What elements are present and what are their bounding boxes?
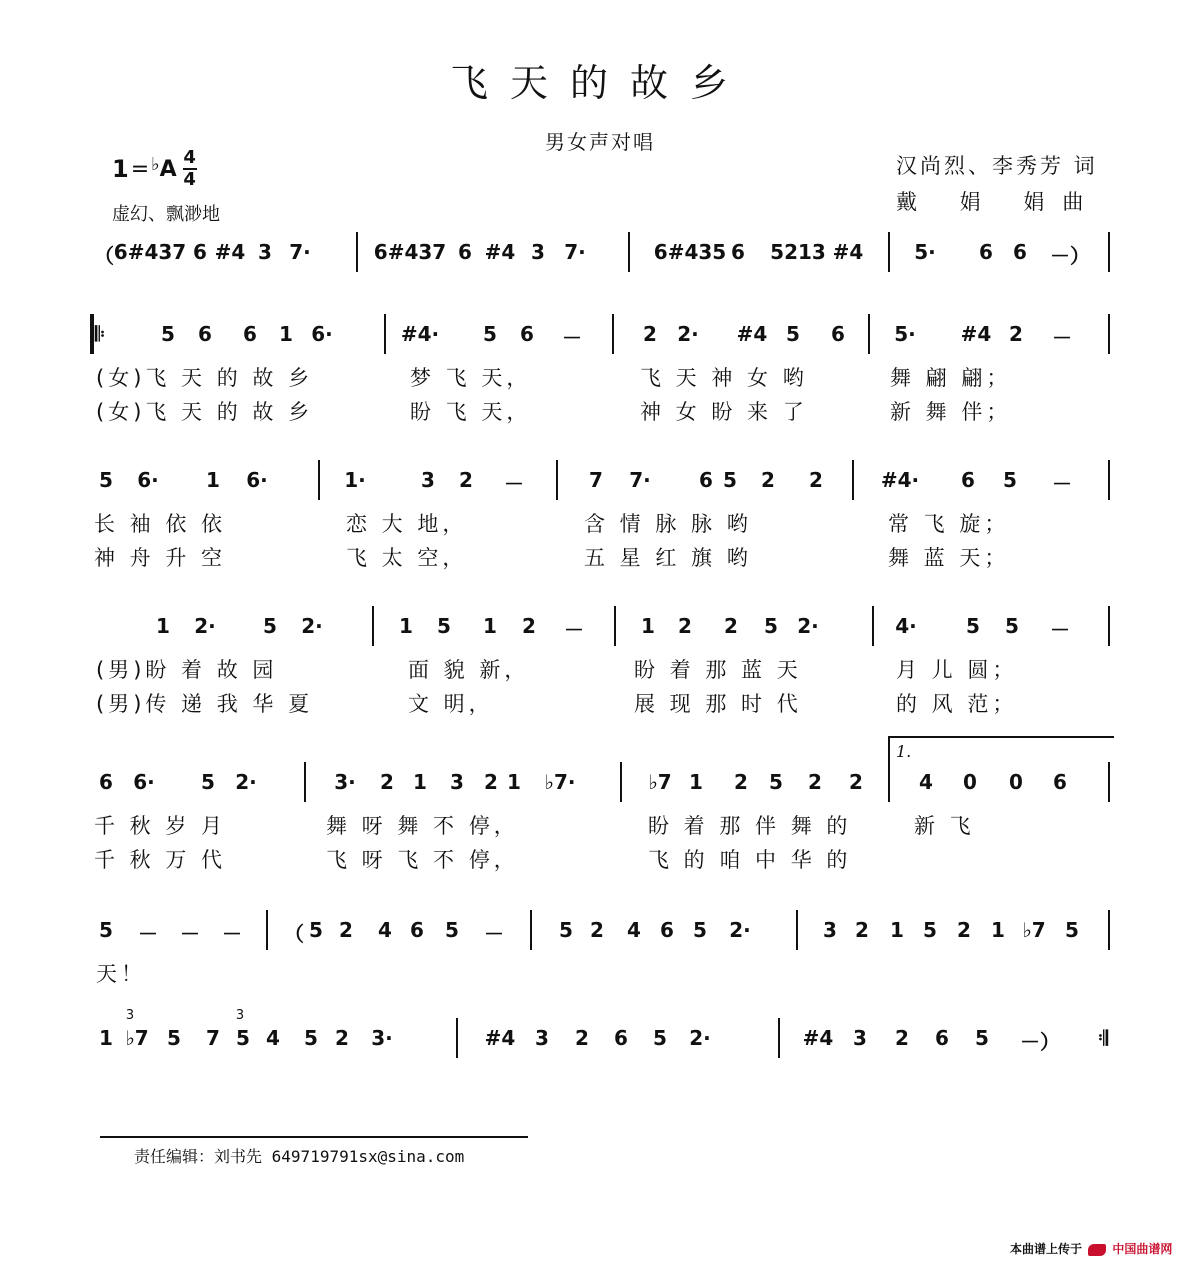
key-tonic-one: 1	[112, 155, 129, 183]
note: 𝄇	[1098, 1026, 1108, 1050]
note: 6	[699, 468, 713, 492]
note: 6·	[311, 322, 333, 346]
note-row	[0, 770, 1200, 800]
song-title: 飞天的故乡	[449, 61, 750, 105]
lyric-row	[0, 654, 1200, 684]
upload-text: 本曲谱上传于	[1010, 1242, 1083, 1256]
note: 3	[535, 1026, 549, 1050]
note: －	[564, 618, 584, 642]
note-row	[0, 918, 1200, 948]
note: 0	[1009, 770, 1023, 794]
footer-divider	[100, 1136, 528, 1138]
note: －	[222, 922, 242, 946]
note: 1	[206, 468, 220, 492]
note: 2	[380, 770, 394, 794]
note: 5	[167, 1026, 181, 1050]
note: 3·	[371, 1026, 393, 1050]
lyric-phrase: (女)飞 天 的 故 乡	[96, 400, 314, 424]
lyric-row	[0, 396, 1200, 426]
lyric-phrase: (男)盼 着 故 园	[96, 658, 278, 682]
note: －	[1052, 472, 1072, 496]
lyric-phrase: 面 貌 新，	[408, 658, 530, 682]
note: 4	[627, 918, 641, 942]
note: 5·	[914, 240, 936, 264]
note: #4	[484, 240, 516, 264]
note: 3	[853, 1026, 867, 1050]
note: 6	[614, 1026, 628, 1050]
note: 1	[689, 770, 703, 794]
editor-label: 责任编辑：刘书先	[134, 1147, 263, 1166]
note: 2·	[729, 918, 751, 942]
lyric-phrase: (女)飞 天 的 故 乡	[96, 366, 314, 390]
note: 7·	[564, 240, 586, 264]
lyric-phrase: 的 风 范；	[896, 692, 1018, 716]
note: 2	[575, 1026, 589, 1050]
lyric-phrase: 飞 呀 飞 不 停，	[326, 848, 519, 872]
note: 5	[309, 918, 323, 942]
lyric-phrase: 月 儿 圆；	[896, 658, 1018, 682]
note: －	[1050, 618, 1070, 642]
note: 7·	[629, 468, 651, 492]
note: 6	[731, 240, 745, 264]
note: 5	[201, 770, 215, 794]
note: 2	[761, 468, 775, 492]
note: 7	[206, 1026, 220, 1050]
note: 3	[531, 240, 545, 264]
note: 1	[156, 614, 170, 638]
note: 2	[808, 770, 822, 794]
note: 6	[243, 322, 257, 346]
tempo-marking: 虚幻、飘渺地	[112, 204, 220, 225]
note: 5	[723, 468, 737, 492]
note: 5	[236, 1026, 250, 1050]
note: 2	[484, 770, 498, 794]
site-logo-icon	[1088, 1244, 1106, 1256]
note: 1	[991, 918, 1005, 942]
note: －	[504, 472, 524, 496]
lyric-phrase: 飞 天 神 女 哟	[640, 366, 808, 390]
triplet-mark: 3	[235, 1008, 245, 1023]
note: 2	[678, 614, 692, 638]
lyric-phrase: 梦 飞 天，	[410, 366, 532, 390]
note: 1	[483, 614, 497, 638]
note-row	[0, 468, 1200, 498]
note: 6	[660, 918, 674, 942]
note: 1	[413, 770, 427, 794]
note: 6	[458, 240, 472, 264]
note: ♭7·	[544, 770, 576, 794]
note: 6	[520, 322, 534, 346]
lyric-phrase: 盼 着 那 蓝 天	[634, 658, 802, 682]
note: 1	[890, 918, 904, 942]
note: 5	[559, 918, 573, 942]
note: 6	[198, 322, 212, 346]
note: #4	[214, 240, 246, 264]
editor-email: 649719791sx@sina.com	[271, 1147, 465, 1166]
note: ♭7	[648, 770, 672, 794]
note: －	[138, 922, 158, 946]
song-subtitle: 男女声对唱	[545, 130, 655, 154]
note: 4·	[895, 614, 917, 638]
note-row	[0, 240, 1200, 270]
note: 0	[963, 770, 977, 794]
note: 5	[1005, 614, 1019, 638]
note: 2	[643, 322, 657, 346]
note: 5	[445, 918, 459, 942]
note: －	[180, 922, 200, 946]
lyric-phrase: 恋 大 地，	[346, 512, 468, 536]
note: 6	[961, 468, 975, 492]
note: 6	[193, 240, 207, 264]
note: 5	[769, 770, 783, 794]
note: （	[94, 244, 114, 268]
note: 2·	[689, 1026, 711, 1050]
note: 1	[507, 770, 521, 794]
note: －	[1052, 326, 1072, 350]
note: 2	[895, 1026, 909, 1050]
flat-icon: ♭	[151, 153, 160, 175]
lyric-phrase: (男)传 递 我 华 夏	[96, 692, 314, 716]
note: 6·	[137, 468, 159, 492]
note: 5	[263, 614, 277, 638]
lyric-phrase: 千 秋 岁 月	[94, 814, 227, 838]
lyric-phrase: 盼 着 那 伴 舞 的	[648, 814, 852, 838]
note: 5	[975, 1026, 989, 1050]
note: 5	[99, 468, 113, 492]
note: 2	[459, 468, 473, 492]
note: 2	[522, 614, 536, 638]
note: 𝄆	[95, 322, 105, 346]
note: #4	[484, 1026, 516, 1050]
lyric-phrase: 展 现 那 时 代	[634, 692, 802, 716]
lyric-phrase: 盼 飞 天，	[410, 400, 532, 424]
note: 2	[809, 468, 823, 492]
note-row	[0, 322, 1200, 352]
note: 5	[1003, 468, 1017, 492]
note: 2	[849, 770, 863, 794]
note: 5213	[770, 240, 826, 264]
note: 6	[831, 322, 845, 346]
note: －	[562, 326, 582, 350]
note: 2	[734, 770, 748, 794]
lyric-row	[0, 688, 1200, 718]
volta-bracket	[888, 736, 1114, 766]
key-note: A	[159, 156, 177, 182]
note: #4	[960, 322, 992, 346]
note: －	[484, 922, 504, 946]
note: 2·	[194, 614, 216, 638]
note-row	[0, 1026, 1200, 1056]
lyric-phrase: 天！	[96, 962, 146, 986]
volta-label: 1.	[896, 742, 912, 761]
time-bottom: 4	[183, 169, 196, 190]
time-top: 4	[183, 147, 196, 168]
note: 5	[161, 322, 175, 346]
note: 1	[99, 1026, 113, 1050]
note: 5·	[894, 322, 916, 346]
lyric-phrase: 舞 呀 舞 不 停，	[326, 814, 519, 838]
lyric-row	[0, 844, 1200, 874]
lyric-phrase: 五 星 红 旗 哟	[584, 546, 752, 570]
note: 1·	[344, 468, 366, 492]
note: #4	[736, 322, 768, 346]
lyric-phrase: 长 袖 依 依	[94, 512, 227, 536]
note: 7·	[289, 240, 311, 264]
note: ♭7	[1022, 918, 1046, 942]
note: 2·	[235, 770, 257, 794]
lyric-phrase: 飞 太 空，	[346, 546, 468, 570]
note: 7	[589, 468, 603, 492]
note: #4·	[880, 468, 920, 492]
note: 1	[641, 614, 655, 638]
lyric-phrase: 千 秋 万 代	[94, 848, 227, 872]
note: 6#437	[113, 240, 187, 264]
note: #4·	[400, 322, 440, 346]
lyric-phrase: 常 飞 旋；	[888, 512, 1010, 536]
lyric-phrase: 含 情 脉 脉 哟	[584, 512, 752, 536]
note: 5	[966, 614, 980, 638]
note: ♭7	[125, 1026, 149, 1050]
note: －）	[1050, 244, 1090, 268]
note: 6#435	[653, 240, 727, 264]
note: 2	[957, 918, 971, 942]
note: #4	[832, 240, 864, 264]
lyric-phrase: 舞 翩 翩；	[890, 366, 1012, 390]
note: 5	[437, 614, 451, 638]
note: 6#437	[373, 240, 447, 264]
note: 6·	[133, 770, 155, 794]
note: 5	[483, 322, 497, 346]
note: 6	[1053, 770, 1067, 794]
note: 4	[266, 1026, 280, 1050]
note: （	[284, 922, 304, 946]
lyricist-credit: 汉尚烈、李秀芳 词	[896, 154, 1098, 178]
lyric-phrase: 舞 蓝 天；	[888, 546, 1010, 570]
lyric-phrase: 飞 的 咱 中 华 的	[648, 848, 852, 872]
note: #4	[802, 1026, 834, 1050]
upload-brand: 中国曲谱网	[1112, 1242, 1173, 1256]
note: 5	[764, 614, 778, 638]
lyric-phrase: 文 明，	[408, 692, 494, 716]
note: 2·	[677, 322, 699, 346]
note: 1	[279, 322, 293, 346]
note: 6	[410, 918, 424, 942]
key-signature	[112, 146, 197, 192]
note: 6	[979, 240, 993, 264]
note: 5	[923, 918, 937, 942]
note: 5	[304, 1026, 318, 1050]
note: 6	[1013, 240, 1027, 264]
note: 5	[653, 1026, 667, 1050]
lyric-phrase: 神 舟 升 空	[94, 546, 227, 570]
lyric-row	[0, 810, 1200, 840]
note: 2	[1009, 322, 1023, 346]
upload-notice	[1010, 1240, 1172, 1257]
note: 3	[421, 468, 435, 492]
note: 2·	[301, 614, 323, 638]
note: －）	[1020, 1030, 1060, 1054]
lyric-row	[0, 508, 1200, 538]
note: 1	[399, 614, 413, 638]
note: 2·	[797, 614, 819, 638]
note: 2	[339, 918, 353, 942]
note-row	[0, 614, 1200, 644]
note: 6	[99, 770, 113, 794]
time-signature	[183, 148, 197, 190]
note: 3	[258, 240, 272, 264]
triplet-mark: 3	[125, 1008, 135, 1023]
composer-credit: 戴 娟 娟曲	[896, 190, 1102, 214]
note: 4	[378, 918, 392, 942]
note: 3	[823, 918, 837, 942]
note: 4	[919, 770, 933, 794]
lyric-phrase: 新 飞	[914, 814, 975, 838]
lyric-phrase: 神 女 盼 来 了	[640, 400, 808, 424]
note: 6·	[246, 468, 268, 492]
lyric-row	[0, 362, 1200, 392]
note: 2	[855, 918, 869, 942]
note: 5	[1065, 918, 1079, 942]
lyric-phrase: 新 舞 伴；	[890, 400, 1012, 424]
note: 5	[786, 322, 800, 346]
note: 3·	[334, 770, 356, 794]
note: 2	[590, 918, 604, 942]
note: 2	[724, 614, 738, 638]
note: 3	[450, 770, 464, 794]
lyric-row	[0, 542, 1200, 572]
lyric-row	[0, 958, 1200, 988]
note: 2	[335, 1026, 349, 1050]
editor-credit	[134, 1144, 464, 1167]
note: 6	[935, 1026, 949, 1050]
key-equals: =	[130, 156, 150, 182]
note: 5	[693, 918, 707, 942]
note: 5	[99, 918, 113, 942]
